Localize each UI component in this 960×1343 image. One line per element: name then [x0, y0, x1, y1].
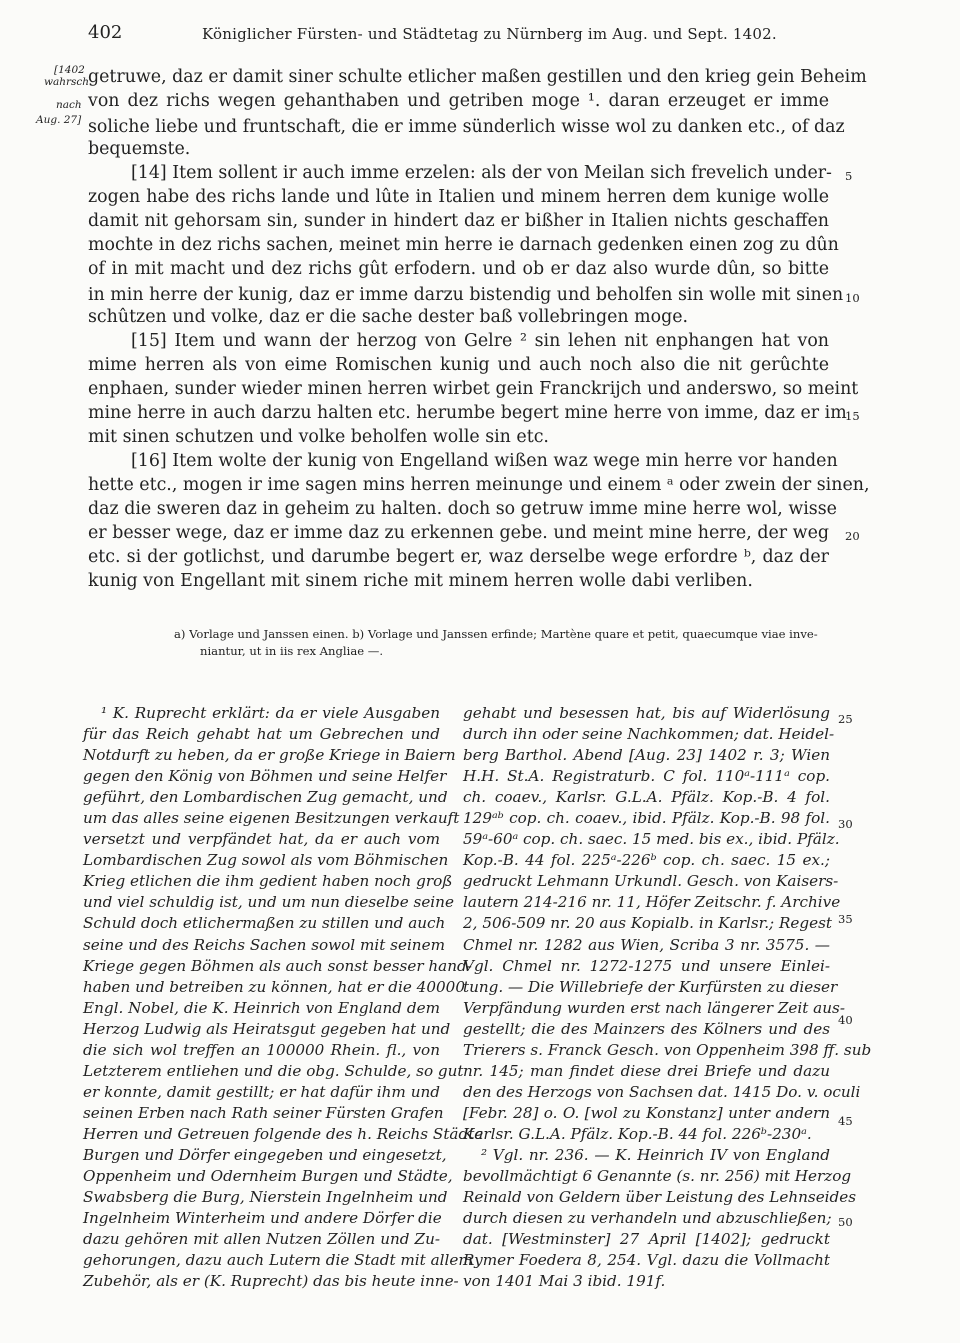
text-line: mochte in dez richs sachen, meinet min herre ie darnach gedenken einen zog zu dûn: [88, 235, 839, 255]
footnotes-left-column: [83, 703, 484, 1292]
footnote-line: berg Barthol. Abend [Aug. 23] 1402 r. 3; Wien: [463, 746, 830, 765]
text-line: enphaen, sunder wieder minen herren wirbet gein Franckrijch und anderswo, so meint: [88, 379, 859, 399]
footnote-line: nr. 145; man findet diese drei Briefe und dazu: [463, 1061, 830, 1080]
line-number: 15: [845, 409, 860, 423]
footnote-line: den des Herzogs von Sachsen dat. 1415 Do. v. oculi: [463, 1082, 861, 1101]
footnote-line: Herren und Getreuen folgende des h. Reichs Städte: [83, 1124, 484, 1143]
footnote-line: Lombardischen Zug sowol als vom Böhmischen: [83, 851, 449, 870]
footnote-line: tung. — Die Willebriefe der Kurfürsten zu dieser: [463, 977, 838, 996]
critical-apparatus: [174, 626, 824, 660]
footnote-line: Rymer Foedera 8, 254. Vgl. dazu die Vollmacht: [463, 1251, 830, 1270]
margin-note-line: wahrsch.: [44, 76, 93, 88]
footnote-line-number: 25: [838, 712, 853, 726]
footnote-line: Burgen und Dörfer eingegeben und eingesetzt,: [83, 1145, 447, 1164]
text-line: [14] Item sollent ir auch imme erzelen: als der von Meilan sich frevelich under-: [131, 163, 832, 183]
footnote-line: Verpfändung wurden erst nach längerer Zeit aus-: [463, 998, 845, 1017]
footnote-line: Zubehör, als er (K. Ruprecht) das bis heute inne-: [83, 1272, 459, 1291]
footnote-line: Ingelnheim Winterheim und andere Dörfer die: [83, 1209, 442, 1228]
footnote-line: seinen Erben nach Rath seiner Fürsten Grafen: [83, 1103, 444, 1122]
footnote-line: Schuld doch etlichermaßen zu stillen und auch: [83, 914, 446, 933]
footnote-line: Vgl. Chmel nr. 1272-1275 und unsere Einlei-: [463, 956, 830, 975]
footnote-line: Reinald von Geldern über Leistung des Lehnseides: [463, 1188, 857, 1207]
footnote-line: 129ᵃᵇ cop. ch. coaev., ibid. Pfälz. Kop.-B. 98 fol.: [463, 809, 830, 828]
footnote-line: durch ihn oder seine Nachkommen; dat. Heidel-: [463, 725, 835, 744]
text-line: in min herre der kunig, daz er imme darzu bistendig und beholfen sin wolle mit sinen: [88, 285, 844, 305]
text-line: of in mit macht und dez richs gût erfodern. und ob er daz also wurde dûn, so bitte: [88, 259, 829, 279]
footnote-line: dazu gehören mit allen Nutzen Zöllen und Zu-: [83, 1230, 440, 1249]
footnote-line-number: 40: [838, 1013, 853, 1027]
footnote-line-number: 50: [838, 1215, 853, 1229]
footnote-line: geführt, den Lombardischen Zug gemacht, und: [83, 788, 448, 807]
footnote-line: bevollmächtigt 6 Genannte (s. nr. 256) mit Herzog: [463, 1167, 852, 1186]
footnote-line: 59ᵃ-60ᵃ cop. ch. saec. 15 med. bis ex., ibid. Pfälz.: [463, 830, 840, 849]
footnote-line: Kop.-B. 44 fol. 225ᵃ-226ᵇ cop. ch. saec. 15 ex.;: [463, 851, 830, 870]
text-line: getruwe, daz er damit siner schulte etlicher maßen gestillen und den krieg gein Beheim: [88, 67, 867, 87]
footnote-line: von 1401 Mai 3 ibid. 191f.: [463, 1272, 666, 1291]
footnote-line-number: 30: [838, 817, 853, 831]
footnote-line: und viel schuldig ist, und um nun dieselbe seine: [83, 893, 454, 912]
margin-note-line: Aug. 27]: [36, 114, 82, 126]
footnote-line: gedruckt Lehmann Urkundl. Gesch. von Kaisers-: [463, 872, 839, 891]
footnote-line: durch diesen zu verhandeln und abzuschließen;: [463, 1209, 832, 1228]
footnote-line: gestellt; die des Mainzers des Kölners und des: [463, 1019, 830, 1038]
footnote-line: Krieg etlichen die ihm gedient haben noch groß: [83, 872, 453, 891]
text-line: etc. si der gotlichst, und darumbe begert er, waz derselbe wege erfordre ᵇ, daz der: [88, 547, 829, 567]
text-line: [16] Item wolte der kunig von Engelland wißen waz wege min herre vor handen: [131, 451, 838, 471]
apparatus-line: a) Vorlage und Janssen einen. b) Vorlage und Janssen erfinde; Martène quare et petit, quaecumque viae inve-: [174, 627, 818, 641]
text-line: [15] Item und wann der herzog von Gelre ² sin lehen nit enphangen hat von: [131, 331, 829, 351]
footnote-line: gehabt und besessen hat, bis auf Widerlösung: [463, 704, 830, 722]
footnotes-right-column: [463, 703, 872, 1292]
footnote-line: gehorungen, dazu auch Lutern die Stadt mit allem: [83, 1251, 473, 1270]
margin-note-line: nach: [56, 99, 82, 111]
text-line: kunig von Engellant mit sinem riche mit minem herren wolle dabi verliben.: [88, 571, 753, 591]
footnote-line: ² Vgl. nr. 236. — K. Heinrich IV von England: [481, 1145, 830, 1164]
line-number: 10: [845, 291, 860, 305]
footnote-line: Karlsr. G.L.A. Pfälz. Kop.-B. 44 fol. 226ᵇ-230ᵃ.: [463, 1124, 812, 1143]
footnote-line: Kriege gegen Böhmen als auch sonst besser hand-: [83, 956, 472, 975]
footnote-line: Notdurft zu heben, da er große Kriege in Baiern: [83, 746, 456, 765]
footnote-line: ch. coaev., Karlsr. G.L.A. Pfälz. Kop.-B. 4 fol.: [463, 788, 830, 807]
footnote-line: er konnte, damit gestillt; er hat dafür ihm und: [83, 1082, 440, 1101]
footnote-line: gegen den König von Böhmen und seine Helfer: [83, 767, 447, 786]
text-line: zogen habe des richs lande und lûte in Italien und minem herren dem kunige wolle: [88, 187, 829, 207]
footnote-line: Swabsberg die Burg, Nierstein Ingelnheim und: [83, 1188, 448, 1207]
footnote-line-number: 45: [838, 1114, 853, 1128]
text-line: soliche liebe und fruntschaft, die er imme sünderlich wisse wol zu danken etc., of daz: [88, 117, 845, 137]
footnote-line: haben und betreiben zu können, hat er die 40000: [83, 977, 466, 996]
text-line: damit nit gehorsam sin, sunder in hindert daz er bißher in Italien nichts geschaffen: [88, 211, 829, 231]
footnote-line: H.H. St.A. Registraturb. C fol. 110ᵃ-111ᵃ cop.: [463, 767, 830, 786]
text-line: hette etc., mogen ir ime sagen mins herren meinunge und einem ᵃ oder zwein der sinen,: [88, 475, 870, 495]
text-line: er besser wege, daz er imme daz zu erkennen gebe. und meint mine herre, der weg: [88, 523, 829, 543]
footnote-line: die sich wol treffen an 100000 Rhein. fl., von: [83, 1040, 440, 1059]
footnote-line: lautern 214-216 nr. 11, Höfer Zeitschr. f. Archive: [463, 893, 841, 912]
footnote-line: für das Reich gehabt hat um Gebrechen und: [83, 725, 440, 744]
footnote-line: dat. [Westminster] 27 April [1402]; gedruckt: [463, 1230, 830, 1249]
footnote-line: Engl. Nobel, die K. Heinrich von England dem: [83, 998, 440, 1017]
line-number: 5: [845, 169, 853, 183]
text-line: mime herren als von eime Romischen kunig und auch noch also die nit gerûchte: [88, 355, 829, 375]
footnote-line: [Febr. 28] o. O. [wol zu Konstanz] unter andern: [463, 1103, 830, 1122]
footnote-line-number: 35: [838, 912, 853, 926]
footnote-line: seine und des Reichs Sachen sowol mit seinem: [83, 935, 445, 954]
line-number: 20: [845, 529, 860, 543]
text-line: daz die sweren daz in geheim zu halten. doch so getruw imme mine herre wol, wisse: [88, 499, 837, 519]
apparatus-line: niantur, ut in iis rex Angliae —.: [200, 644, 384, 658]
text-line: von dez richs wegen gehanthaben und getriben moge ¹. daran erzeuget er imme: [88, 91, 829, 111]
text-line: mine herre in auch darzu halten etc. herumbe begert mine herre von imme, daz er im: [88, 403, 847, 423]
margin-note-line: [1402: [54, 64, 85, 76]
footnote-line: Herzog Ludwig als Heiratsgut gegeben hat und: [83, 1019, 451, 1038]
text-line: mit sinen schutzen und volke beholfen wolle sin etc.: [88, 427, 549, 447]
footnote-line: Trierers s. Franck Gesch. von Oppenheim 398 ff. sub: [463, 1040, 872, 1059]
footnote-line: Letzterem entliehen und die obg. Schulde, so gut: [83, 1061, 464, 1080]
footnote-line: um das alles seine eigenen Besitzungen verkauft: [83, 809, 460, 828]
page-number: 402: [88, 22, 123, 43]
text-line: schûtzen und volke, daz er die sache dester baß vollebringen moge.: [88, 307, 689, 327]
footnote-line: ¹ K. Ruprecht erklärt: da er viele Ausgaben: [101, 704, 440, 722]
footnote-line: 2, 506-509 nr. 20 aus Kopialb. in Karlsr.; Regest: [463, 914, 833, 933]
footnote-line: versetzt und verpfändet hat, da er auch vom: [83, 830, 440, 849]
running-head: Königlicher Fürsten- und Städtetag zu Nürnberg im Aug. und Sept. 1402.: [202, 25, 777, 43]
text-line: bequemste.: [88, 139, 191, 159]
footnote-line: Chmel nr. 1282 aus Wien, Scriba 3 nr. 3575. —: [463, 935, 830, 954]
footnote-line: Oppenheim und Odernheim Burgen und Städte,: [83, 1167, 453, 1186]
